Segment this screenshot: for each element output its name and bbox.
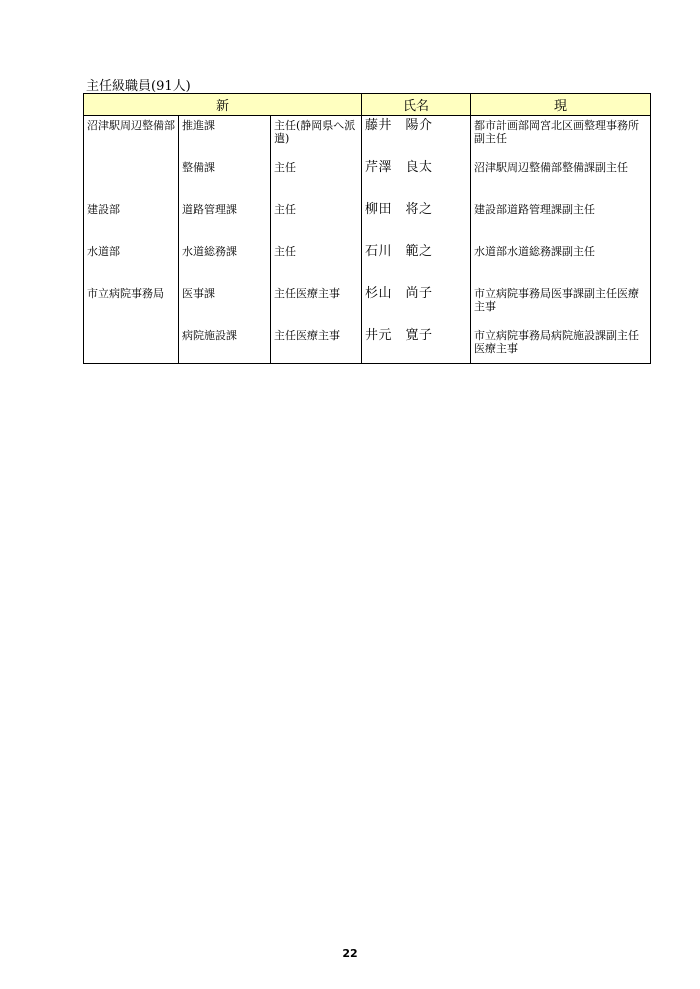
cell-dept: 沼津駅周辺整備部 bbox=[84, 116, 179, 159]
cell-position: 主任医療主事 bbox=[271, 284, 362, 326]
table-row bbox=[84, 116, 651, 159]
cell-name: 石川 範之 bbox=[362, 242, 471, 284]
table-row bbox=[84, 242, 651, 284]
header-new: 新 bbox=[84, 94, 362, 116]
cell-dept: 水道部 bbox=[84, 242, 179, 284]
cell-current: 市立病院事務局医事課副主任医療主事 bbox=[471, 284, 651, 326]
cell-name: 杉山 尚子 bbox=[362, 284, 471, 326]
cell-section: 整備課 bbox=[179, 158, 271, 200]
cell-current: 市立病院事務局病院施設課副主任医療主事 bbox=[471, 326, 651, 364]
cell-position: 主任 bbox=[271, 158, 362, 200]
cell-section: 道路管理課 bbox=[179, 200, 271, 242]
cell-dept: 建設部 bbox=[84, 200, 179, 242]
table-caption: 主任級職員(91人) bbox=[86, 79, 191, 94]
table-row bbox=[84, 284, 651, 326]
cell-section: 推進課 bbox=[179, 116, 271, 159]
page-number: 22 bbox=[342, 947, 358, 960]
cell-position: 主任 bbox=[271, 200, 362, 242]
cell-name: 柳田 将之 bbox=[362, 200, 471, 242]
cell-current: 水道部水道総務課副主任 bbox=[471, 242, 651, 284]
personnel-table bbox=[83, 93, 651, 364]
header-row bbox=[84, 94, 651, 116]
cell-position: 主任(静岡県へ派遣) bbox=[271, 116, 362, 159]
cell-current: 沼津駅周辺整備部整備課副主任 bbox=[471, 158, 651, 200]
cell-position: 主任医療主事 bbox=[271, 326, 362, 364]
cell-current: 都市計画部岡宮北区画整理事務所副主任 bbox=[471, 116, 651, 159]
table-row bbox=[84, 158, 651, 200]
cell-section: 病院施設課 bbox=[179, 326, 271, 364]
cell-dept bbox=[84, 326, 179, 364]
cell-dept: 市立病院事務局 bbox=[84, 284, 179, 326]
cell-section: 水道総務課 bbox=[179, 242, 271, 284]
cell-section: 医事課 bbox=[179, 284, 271, 326]
table-row bbox=[84, 326, 651, 364]
cell-current: 建設部道路管理課副主任 bbox=[471, 200, 651, 242]
header-current: 現 bbox=[471, 94, 651, 116]
cell-name: 芹澤 良太 bbox=[362, 158, 471, 200]
cell-dept bbox=[84, 158, 179, 200]
table-row bbox=[84, 200, 651, 242]
header-name: 氏名 bbox=[362, 94, 471, 116]
cell-position: 主任 bbox=[271, 242, 362, 284]
cell-name: 藤井 陽介 bbox=[362, 116, 471, 159]
cell-name: 井元 寛子 bbox=[362, 326, 471, 364]
